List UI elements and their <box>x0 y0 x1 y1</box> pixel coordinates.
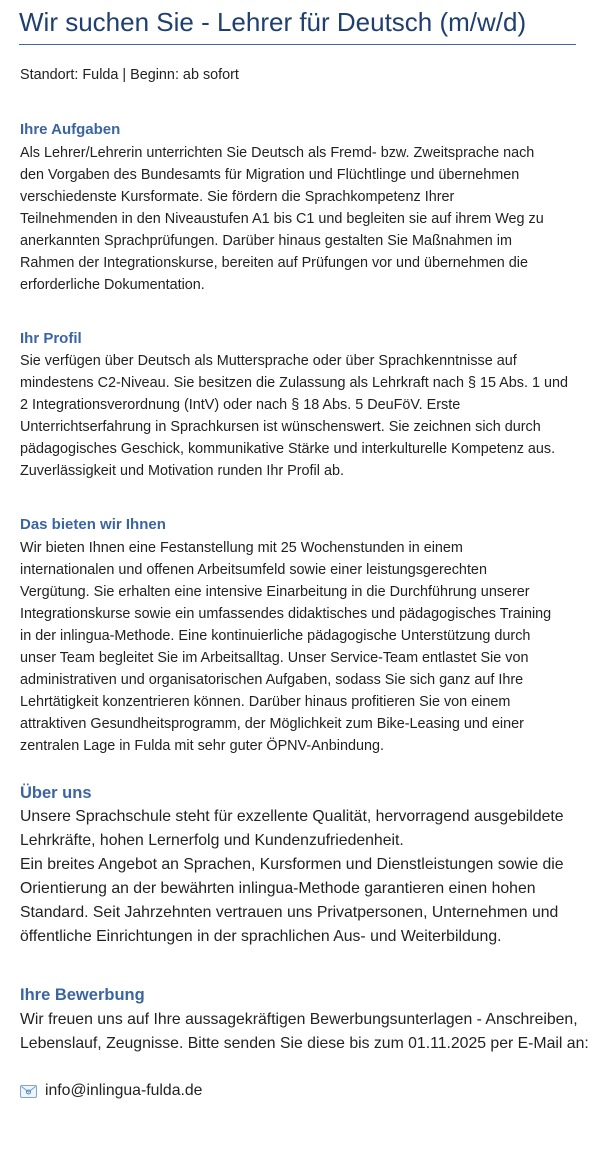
text-line: Unterrichtserfahrung in Sprachkursen ist wünschenswert. Sie zeichnen sich durch <box>20 419 541 435</box>
text-line: Unsere Sprachschule steht für exzellente Qualität, hervorragend ausgebildete <box>20 808 564 825</box>
text-line: Vergütung. Sie erhalten eine intensive Einarbeitung in die Durchführung unserer <box>20 584 530 600</box>
text-line: Wir bieten Ihnen eine Festanstellung mit 25 Wochenstunden in einem <box>20 540 463 556</box>
text-line: Sie verfügen über Deutsch als Muttersprache oder über Sprachkenntnisse auf <box>20 353 517 369</box>
text-line: 2 Integrationsverordnung (IntV) oder nach § 18 Abs. 5 DeuFöV. Erste <box>20 397 461 413</box>
text-line: Lebenslauf, Zeugnisse. Bitte senden Sie diese bis zum 01.11.2025 per E-Mail an: <box>20 1035 589 1052</box>
job-meta: Standort: Fulda | Beginn: ab sofort <box>20 67 239 83</box>
text-line: in der inlingua-Methode. Eine kontinuierliche pädagogische Unterstützung durch <box>20 628 531 644</box>
text-line: Als Lehrer/Lehrerin unterrichten Sie Deutsch als Fremd- bzw. Zweitsprache nach <box>20 145 535 161</box>
title-divider <box>19 44 576 45</box>
text-line: Standard. Seit Jahrzehnten vertrauen uns Privatpersonen, Unternehmen und <box>20 904 559 921</box>
section-heading-ueber-uns: Über uns <box>20 784 92 802</box>
section-heading-aufgaben: Ihre Aufgaben <box>20 121 121 138</box>
text-line: den Vorgaben des Bundesamts für Migration und Flüchtlinge und übernehmen <box>20 167 520 183</box>
section-heading-profil: Ihr Profil <box>20 330 82 347</box>
text-line: erforderliche Dokumentation. <box>20 277 205 293</box>
text-line: Zuverlässigkeit und Motivation runden Ihr Profil ab. <box>20 463 344 479</box>
page-title: Wir suchen Sie - Lehrer für Deutsch (m/w/d) <box>19 7 527 37</box>
text-line: Teilnehmenden in den Niveaustufen A1 bis C1 und begleiten sie auf ihrem Weg zu <box>20 211 544 227</box>
text-line: internationalen und offenen Arbeitsumfeld sowie einer leistungsgerechten <box>20 562 487 578</box>
text-line: Lehrkräfte, hohen Lernerfolg und Kundenzufriedenheit. <box>20 832 404 849</box>
section-body-bewerbung <box>20 1008 589 1056</box>
text-line: attraktiven Gesundheitsprogramm, der Möglichkeit zum Bike-Leasing und einer <box>20 716 524 732</box>
text-line: Orientierung an der bewährten inlingua-Methode garantieren einen hohen <box>20 880 536 897</box>
email-link[interactable]: info@inlingua-fulda.de <box>45 1082 203 1099</box>
text-line: Rahmen der Integrationskurse, bereiten auf Prüfungen vor und übernehmen die <box>20 255 528 271</box>
section-body-aufgaben <box>20 142 544 296</box>
section-heading-angebot: Das bieten wir Ihnen <box>20 516 166 533</box>
text-line: anerkannten Sprachprüfungen. Darüber hinaus gestalten Sie Maßnahmen im <box>20 233 512 249</box>
text-line: Lehrtätigkeit konzentrieren können. Darüber hinaus profitieren Sie von einem <box>20 694 511 710</box>
text-line: administrativen und organisatorischen Aufgaben, sodass Sie sich ganz auf Ihre <box>20 672 524 688</box>
text-line: unser Team begleitet Sie im Arbeitsalltag. Unser Service-Team entlastet Sie von <box>20 650 529 666</box>
text-line: Wir freuen uns auf Ihre aussagekräftigen Bewerbungsunterlagen - Anschreiben, <box>20 1011 578 1028</box>
section-body-ueber-uns <box>20 805 564 949</box>
text-line: Ein breites Angebot an Sprachen, Kursformen und Dienstleistungen sowie die <box>20 856 564 873</box>
text-line: verschiedenste Kursformate. Sie fördern die Sprachkompetenz Ihrer <box>20 189 455 205</box>
text-line: öffentliche Einrichtungen in der sprachlichen Aus- und Weiterbildung. <box>20 928 502 945</box>
text-line: pädagogisches Geschick, kommunikative Stärke und interkulturelle Kompetenz aus. <box>20 441 556 457</box>
envelope-icon <box>20 1085 37 1098</box>
contact-email-row <box>20 1079 202 1103</box>
section-heading-bewerbung: Ihre Bewerbung <box>20 986 145 1004</box>
text-line: Integrationskurse sowie ein umfassendes didaktisches und pädagogisches Training <box>20 606 552 622</box>
text-line: mindestens C2-Niveau. Sie besitzen die Zulassung als Lehrkraft nach § 15 Abs. 1 und <box>20 375 568 391</box>
section-body-angebot <box>20 537 551 757</box>
text-line: zentralen Lage in Fulda mit sehr guter ÖPNV-Anbindung. <box>20 738 384 754</box>
section-body-profil <box>20 350 568 482</box>
